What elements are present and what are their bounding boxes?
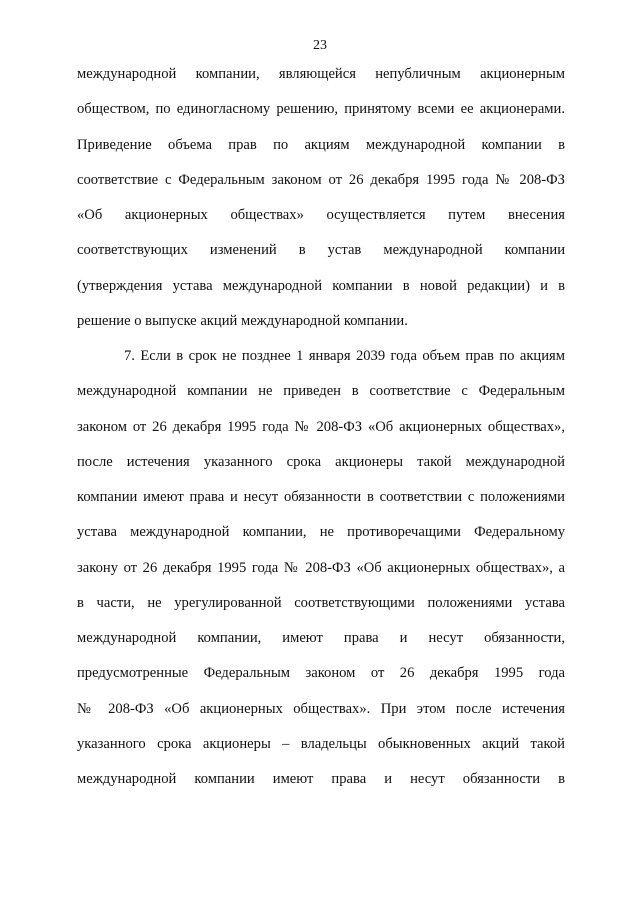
text-line: обществом, по единогласному решению, принятому всеми ее акционерами.: [77, 101, 565, 118]
text-line: в части, не урегулированной соответствующими положениями устава: [77, 594, 565, 611]
text-line: соответствующих изменений в устав международной компании: [77, 242, 565, 259]
text-line: международной компании, имеют права и несут обязанности,: [77, 630, 565, 646]
text-line: предусмотренные Федеральным законом от 26 декабря 1995 года: [77, 665, 565, 682]
text-line: закону от 26 декабря 1995 года № 208-ФЗ «Об акционерных обществах», а: [77, 559, 565, 576]
text-line: 7. Если в срок не позднее 1 января 2039 года объем прав по акциям: [124, 348, 565, 364]
body-text: [77, 65, 565, 805]
text-line: № 208-ФЗ «Об акционерных обществах». При этом после истечения: [77, 700, 565, 717]
text-line: компании имеют права и несут обязанности в соответствии с положениями: [77, 489, 565, 505]
text-line: соответствие с Федеральным законом от 26 декабря 1995 года № 208-ФЗ: [77, 171, 565, 188]
text-line: устава международной компании, не противоречащими Федеральному: [77, 524, 565, 541]
text-line: указанного срока акционеры – владельцы обыкновенных акций такой: [77, 735, 565, 752]
text-line: международной компании, являющейся непубличным акционерным: [77, 66, 565, 82]
text-line: международной компании имеют права и несут обязанности в: [77, 771, 565, 787]
text-line: Приведение объема прав по акциям международной компании в: [77, 136, 565, 153]
text-line: международной компании не приведен в соответствие с Федеральным: [77, 383, 565, 400]
page-number: 23: [313, 38, 327, 53]
text-line: «Об акционерных обществах» осуществляется путем внесения: [77, 207, 565, 223]
text-line: после истечения указанного срока акционеры такой международной: [77, 453, 565, 470]
text-line: решение о выпуске акций международной компании.: [77, 312, 408, 329]
text-line: законом от 26 декабря 1995 года № 208-ФЗ «Об акционерных обществах»,: [77, 418, 565, 435]
text-line: (утверждения устава международной компании в новой редакции) и в: [77, 277, 565, 294]
